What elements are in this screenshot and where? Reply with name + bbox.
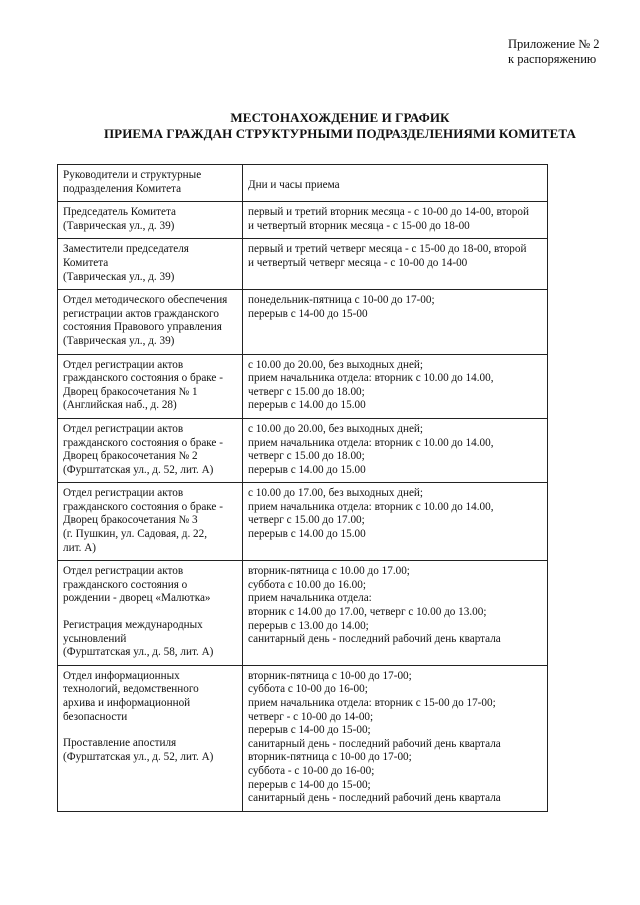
- unit-line: Отдел регистрации актов: [63, 358, 184, 371]
- schedule-line: прием начальника отдела: вторник с 10.00 до 14.00,: [248, 500, 494, 513]
- schedule-line: вторник-пятница с 10-00 до 17-00;: [248, 669, 412, 682]
- schedule-cell: [243, 239, 548, 290]
- schedule-line: вторник с 14.00 до 17.00, четверг с 10.00 до 13.00;: [248, 606, 487, 619]
- unit-cell: [58, 418, 243, 482]
- unit-line: Отдел информационных: [63, 669, 180, 682]
- appendix-order: к распоряжению: [508, 52, 597, 66]
- schedule-cell: [243, 561, 548, 666]
- schedule-line: санитарный день - последний рабочий день квартала: [248, 633, 501, 646]
- unit-line: (Таврическая ул., д. 39): [63, 270, 175, 283]
- unit-line: (Английская наб., д. 28): [63, 399, 177, 412]
- unit-cell: [58, 202, 243, 239]
- schedule-line: и четвертый четверг месяца - с 10-00 до 14-00: [248, 256, 468, 269]
- unit-cell: [58, 561, 243, 666]
- unit-line: Заместители председателя: [63, 243, 189, 256]
- schedule-line: четверг с 15.00 до 18.00;: [248, 450, 365, 463]
- header-schedule: Дни и часы приема: [243, 165, 548, 202]
- schedule-line: четверг - с 10-00 до 14-00;: [248, 710, 374, 723]
- unit-line: (Таврическая ул., д. 39): [63, 219, 175, 232]
- unit-line: Отдел регистрации актов: [63, 565, 184, 578]
- schedule-line: понедельник-пятница с 10-00 до 17-00;: [248, 294, 435, 307]
- schedule-line: первый и третий вторник месяца - с 10-00 до 14-00, второй: [248, 206, 529, 219]
- schedule-line: вторник-пятница с 10.00 до 17.00;: [248, 565, 410, 578]
- unit-line: Дворец бракосочетания № 2: [63, 450, 198, 463]
- unit-line: технологий, ведомственного: [63, 683, 199, 696]
- unit-cell: [58, 290, 243, 354]
- appendix-number: Приложение № 2: [508, 37, 600, 51]
- appendix-reference: [508, 37, 600, 67]
- unit-line: Отдел регистрации актов: [63, 422, 184, 435]
- unit-line: архива и информационной: [63, 697, 191, 709]
- unit-line: гражданского состояния о браке -: [63, 372, 223, 385]
- unit-extra-line: усыновлений: [63, 632, 127, 645]
- table-row: [58, 202, 548, 239]
- unit-line: Председатель Комитета: [63, 206, 177, 219]
- table-header-row: [58, 165, 548, 202]
- unit-line: Дворец бракосочетания № 3: [63, 514, 198, 527]
- schedule-line: перерыв с 14.00 до 15.00: [248, 528, 366, 541]
- table-row: [58, 561, 548, 666]
- unit-line: гражданского состояния о браке -: [63, 500, 223, 513]
- title-line-1: МЕСТОНАХОЖДЕНИЕ И ГРАФИК: [230, 110, 450, 125]
- unit-line: (Фурштатская ул., д. 52, лит. А): [63, 463, 214, 476]
- schedule-line: перерыв с 14-00 до 15-00: [248, 307, 368, 320]
- schedule-line: санитарный день - последний рабочий день квартала: [248, 792, 501, 805]
- unit-line: регистрации актов гражданского: [63, 307, 219, 320]
- unit-extra-line: Регистрация международных: [63, 619, 203, 632]
- schedule-line: четверг с 15.00 до 18.00;: [248, 385, 365, 398]
- schedule-line: прием начальника отдела:: [248, 592, 372, 605]
- unit-line: рождении - дворец «Малютка»: [63, 592, 211, 605]
- schedule-line: вторник-пятница с 10-00 до 17-00;: [248, 751, 412, 764]
- unit-extra-line: Проставление апостиля: [63, 737, 177, 750]
- unit-line: (г. Пушкин, ул. Садовая, д. 22,: [63, 528, 208, 541]
- table-row: [58, 239, 548, 290]
- schedule-line: санитарный день - последний рабочий день квартала: [248, 737, 501, 750]
- schedule-line: суббота с 10.00 до 16.00;: [248, 578, 366, 591]
- schedule-line: и четвертый вторник месяца - с 15-00 до 18-00: [248, 219, 470, 232]
- table-row: [58, 665, 548, 811]
- schedule-cell: [243, 290, 548, 354]
- schedule-line: суббота с 10-00 до 16-00;: [248, 683, 368, 696]
- unit-extra-line: (Фурштатская ул., д. 52, лит. А): [63, 750, 214, 763]
- document-title: [60, 110, 620, 142]
- unit-line: лит. А): [63, 541, 97, 554]
- schedule-table: [57, 164, 548, 812]
- schedule-line: суббота - с 10-00 до 16-00;: [248, 764, 375, 777]
- schedule-line: прием начальника отдела: вторник с 10.00 до 14.00,: [248, 436, 494, 449]
- schedule-line: прием начальника отдела: вторник с 10.00 до 14.00,: [248, 372, 494, 385]
- unit-line: (Таврическая ул., д. 39): [63, 334, 175, 347]
- unit-line: состояния Правового управления: [63, 321, 222, 334]
- table-row: [58, 290, 548, 354]
- schedule-cell: [243, 483, 548, 561]
- unit-line: Отдел методического обеспечения: [63, 294, 228, 307]
- table-row: [58, 483, 548, 561]
- schedule-line: с 10.00 до 17.00, без выходных дней;: [248, 487, 424, 500]
- unit-line: гражданского состояния о браке -: [63, 436, 223, 449]
- schedule-line: с 10.00 до 20.00, без выходных дней;: [248, 358, 424, 371]
- unit-line: гражданского состояния о: [63, 578, 188, 591]
- schedule-line: первый и третий четверг месяца - с 15-00 до 18-00, второй: [248, 243, 527, 256]
- schedule-line: прием начальника отдела: вторник с 15-00 до 17-00;: [248, 697, 496, 709]
- unit-cell: [58, 354, 243, 418]
- schedule-line: с 10.00 до 20.00, без выходных дней;: [248, 422, 424, 435]
- unit-line: Отдел регистрации актов: [63, 487, 184, 500]
- schedule-line: перерыв с 14-00 до 15-00;: [248, 778, 371, 791]
- schedule-line: перерыв с 14-00 до 15-00;: [248, 724, 371, 737]
- unit-cell: [58, 483, 243, 561]
- unit-line: Комитета: [63, 256, 109, 269]
- schedule-cell: [243, 202, 548, 239]
- unit-cell: [58, 665, 243, 811]
- unit-line: Дворец бракосочетания № 1: [63, 385, 198, 398]
- header-units: Руководители и структурные подразделения Комитета: [58, 165, 243, 202]
- schedule-line: перерыв с 14.00 до 15.00: [248, 399, 366, 412]
- unit-extra-line: (Фурштатская ул., д. 58, лит. А): [63, 646, 214, 659]
- unit-line: безопасности: [63, 710, 128, 723]
- schedule-line: перерыв с 13.00 до 14.00;: [248, 619, 369, 632]
- schedule-line: четверг с 15.00 до 17.00;: [248, 514, 365, 527]
- schedule-cell: [243, 665, 548, 811]
- table-row: [58, 354, 548, 418]
- schedule-line: перерыв с 14.00 до 15.00: [248, 463, 366, 476]
- schedule-cell: [243, 418, 548, 482]
- title-line-2: ПРИЕМА ГРАЖДАН СТРУКТУРНЫМИ ПОДРАЗДЕЛЕНИЯМИ КОМИТЕТА: [103, 126, 577, 141]
- table-row: [58, 418, 548, 482]
- unit-cell: [58, 239, 243, 290]
- schedule-cell: [243, 354, 548, 418]
